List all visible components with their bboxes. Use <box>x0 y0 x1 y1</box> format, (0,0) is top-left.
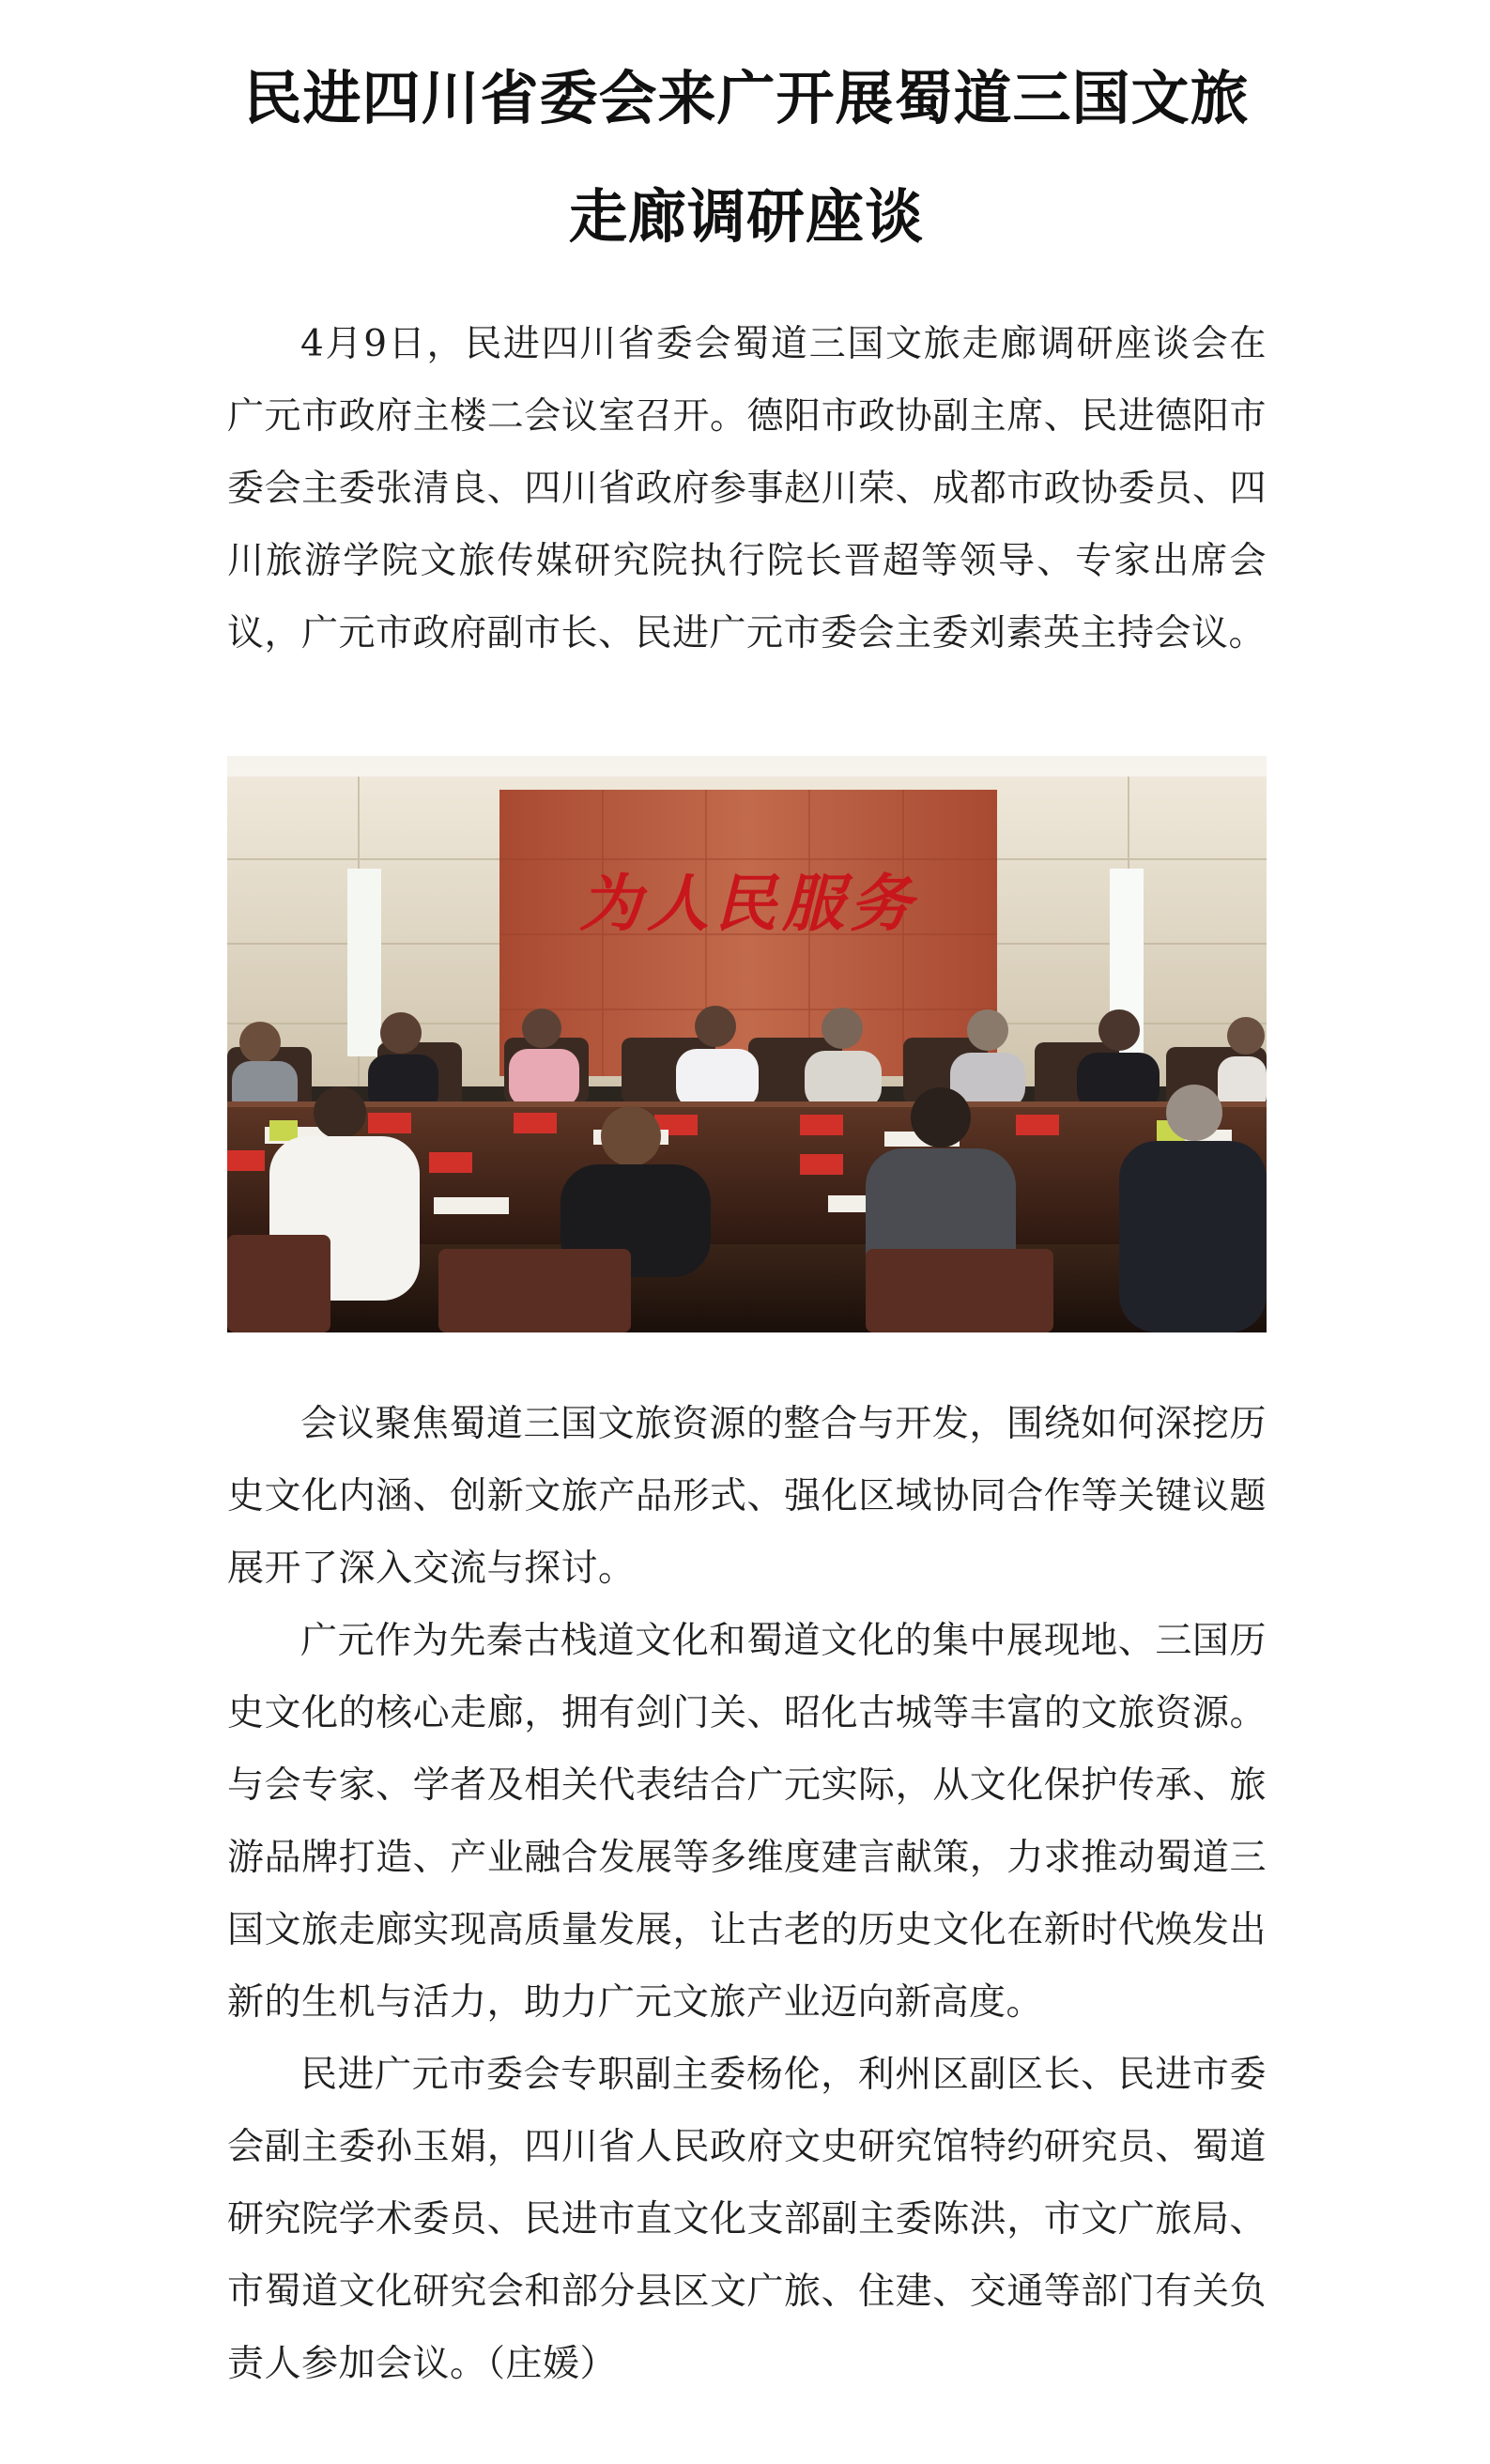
window-left <box>347 869 381 1056</box>
meeting-photo <box>227 756 1267 1332</box>
paragraph-2: 会议聚焦蜀道三国文旅资源的整合与开发，围绕如何深挖历史文化内涵、创新文旅产品形式、强化区域协同合作等关键议题展开了深入交流与探讨。 <box>227 1403 1267 1590</box>
paragraph-3: 广元作为先秦古栈道文化和蜀道文化的集中展现地、三国历史文化的核心走廊，拥有剑门关、昭化古城等丰富的文旅资源。与会专家、学者及相关代表结合广元实际，从文化保护传承、旅游品牌打造、产业融合发展等多维度建言献策，力求推动蜀道三国文旅走廊实现高质量发展，让古老的历史文化在新时代焕发出新的生机与活力，助力广元文旅产业迈向新高度。 <box>227 1620 1267 2024</box>
page-title: 民进四川省委会来广开展蜀道三国文旅走廊调研座谈 <box>243 63 1250 251</box>
paragraph-4: 民进广元市委会专职副主委杨伦，利州区副区长、民进市委会副主委孙玉娟，四川省人民政府文史研究馆特约研究员、蜀道研究院学术委员、民进市直文化支部副主委陈洪，市文广旅局、市蜀道文化研究会和部分县区文广旅、住建、交通等部门有关负责人参加会议。（庄媛） <box>227 2054 1267 2385</box>
wall-slogan: 为人民服务 <box>579 867 917 940</box>
article-body-bottom <box>227 1388 1267 2400</box>
paragraph-1: 4月9日，民进四川省委会蜀道三国文旅走廊调研座谈会在广元市政府主楼二会议室召开。德阳市政协副主席、民进德阳市委会主委张清良、四川省政府参事赵川荣、成都市政协委员、四川旅游学院文旅传媒研究院执行院长晋超等领导、专家出席会议，广元市政府副市长、民进广元市委会主委刘素英主持会议。 <box>227 323 1267 654</box>
article-body-top <box>227 308 1267 670</box>
